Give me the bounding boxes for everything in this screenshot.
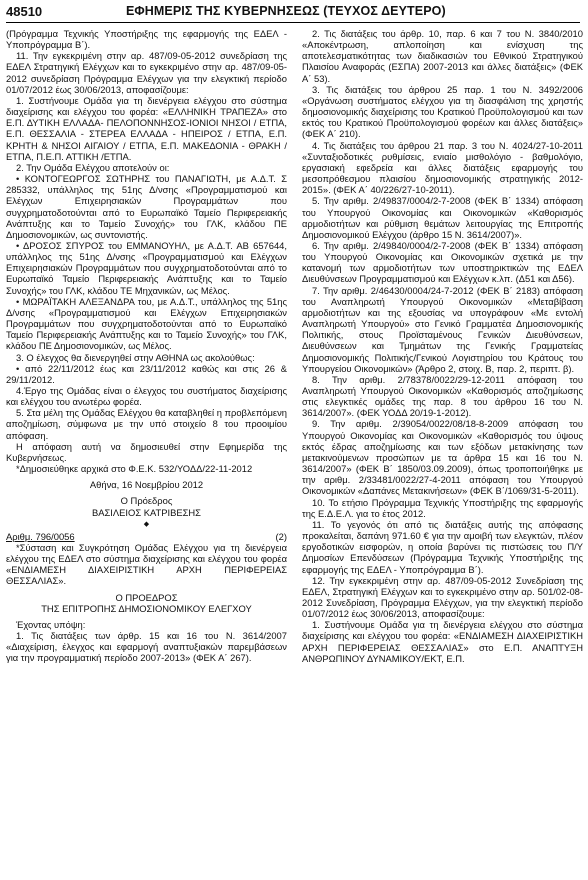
paragraph: • ΔΡΟΣΟΣ ΣΠΥΡΟΣ του ΕΜΜΑΝΟΥΗΛ, με Α.Δ.Τ. ΑΒ 657644, υπάλληλος της 51ης Δ/νσης «Προγραμματισμού και Ελέγχων Επιχειρησιακών Προγραμμάτων που συγχρηματοδοτούνται από το Ευρωπαϊκό Ταμείο Περιφερειακής Ανάπτυξης και το Ταμείο Συνοχής» του ΓΛΚ, κλάδου ΤΕ Μηχανικών, ως Μέλος. [6,239,287,296]
paragraph: 3. Τις διατάξεις του άρθρου 25 παρ. 1 του Ν. 3492/2006 «Οργάνωση συστήματος ελέγχου για τη διασφάλιση της χρηστής δημοσιονομικής διαχείρισης του Κρατικού Προϋπολογισμού και των εκτός του Κρατικού Προϋπολογισμού φορέων και άλλες διατάξεις» (ΦΕΚ Α΄ 210). [302,83,583,140]
having-regard: Έχοντας υπόψη: [16,618,86,630]
issuer-body: ΤΗΣ ΕΠΙΤΡΟΠΗΣ ΔΗΜΟΣΙΟΝΟΜΙΚΟΥ ΕΛΕΓΧΟΥ [41,602,252,614]
paragraph: 8. Την αριθμ. 2/78378/0022/29-12-2011 απόφαση του Αναπληρωτή Υπουργού Οικονομικών «Καθορισμός αποζημίωσης στις ελεγκτικές ομάδες της παρ. 8 του άρθρου 16 του Ν. 3614/2007». (ΦΕΚ ΥΟΔΔ 20/19-1-2012). [302,373,583,419]
paragraph: 3. Ο έλεγχος θα διενεργηθεί στην ΑΘΗΝΑ ως ακολούθως: [16,351,255,363]
publication-note: *Δημοσιεύθηκε αρχικά στο Φ.Ε.Κ. 532/ΥΟΔΔ/22-11-2012 [16,463,253,475]
paragraph: • από 22/11/2012 έως και 23/11/2012 καθώς και στις 26 & 29/11/2012. [6,362,287,385]
paragraph: 4.Έργο της Ομάδας είναι ο έλεγχος του συστήματος διαχείρισης και ελέγχου του ανωτέρω φορέα. [6,385,287,408]
right-column [302,28,583,664]
left-column [6,28,287,663]
paragraph: (Πρόγραμμα Τεχνικής Υποστήριξης της εφαρμογής της ΕΔΕΛ - Υποπρόγραμμα Β΄). [6,28,287,51]
paragraph: 11. Την εγκεκριμένη στην αρ. 487/09-05-2012 συνεδρίαση της ΕΔΕΛ Στρατηγική Ελέγχων και το εγκεκριμένο στην αρ. 487/09-05-2012 συνεδρίαση Πρόγραμμα Ελέγχων για την ελεγκτική περίοδο 01/07/2012 έως 30/06/2013, αποφασίζουμε: [6,50,287,95]
paragraph: • ΚΟΝΤΟΓΕΩΡΓΟΣ ΣΩΤΗΡΗΣ του ΠΑΝΑΓΙΩΤΗ, με Α.Δ.Τ. Σ 285332, υπάλληλος της 51ης Δ/νσης «Προγραμματισμού και Ελέγχων Επιχειρησιακών Προγραμμάτων που συγχρηματοδοτούνται από το Ευρωπαϊκό Ταμείο Περιφερειακής Ανάπτυξης και το Ταμείο Συνοχής» του ΓΛΚ, κλάδου ΠΕ Δημοσιονομικών, ως συντονιστής. [6,173,287,240]
paragraph: Η απόφαση αυτή να δημοσιευθεί στην Εφημερίδα της Κυβερνήσεως. [6,440,287,463]
issuer-title: Ο ΠΡΟΕΔΡΟΣ [115,591,178,603]
decree-number: Αριθμ. 796/0056 [6,530,75,542]
paragraph: 11. Το γεγονός ότι από τις διατάξεις αυτής της απόφασης προκαλείται, δαπάνη 971.60 € για την αμοιβή των ελεγκτών, πλέον εργοδοτικών εισφορών, η οποία βαρύνει τις πιστώσεις του Π/Υ Δημοσίων Επενδύσεων (Πρόγραμμα Τεχνικής Υποστήριξης της εφαρμογής της ΕΔΕΛ - Υποπρόγραμμα Β΄). [302,518,583,575]
signatory-title: Ο Πρόεδρος [120,495,173,507]
paragraph: 2. Τις διατάξεις του άρθρ. 10, παρ. 6 και 7 του Ν. 3840/2010 «Αποκέντρωση, απλοποίηση και ενίσχυση της αποτελεσματικότητας των διαδικασιών του Εθνικού Στρατηγικού Πλαισίου Αναφοράς (ΕΣΠΑ) 2007-2013 και άλλες διατάξεις» (ΦΕΚ Α΄ 53). [302,28,583,84]
paragraph: 2. Την Ομάδα Ελέγχου αποτελούν οι: [16,161,170,173]
section-separator: ◆ [143,520,150,528]
paragraph: • ΜΩΡΑΪΤΑΚΗ ΑΛΕΞΑΝΔΡΑ του, με Α.Δ.Τ., υπάλληλος της 51ης Δ/νσης «Προγραμματισμού και Ελέγχων Επιχειρησιακών Προγραμμάτων που συγχρηματοδοτούνται από το Ευρωπαϊκό Ταμείο Περιφερειακής Ανάπτυξης και το Ταμείο Συνοχής» του ΓΛΚ, κλάδου ΠΕ Δημοσιονομικών, ως Μέλος. [6,295,287,352]
paragraph: 10. Το ετήσιο Πρόγραμμα Τεχνικής Υποστήριξης της εφαρμογής της Ε.Δ.Ε.Λ. για το έτος 2012. [302,496,583,519]
page-number: 48510 [6,4,43,19]
paragraph: 5. Στα μέλη της Ομάδας Ελέγχου θα καταβληθεί η προβλεπόμενη αποζημίωση, σύμφωνα με την υπό στοιχείο 8 του προοιμίου απόφαση. [6,407,287,441]
paragraph: 6. Την αριθμ. 2/49840/0004/2-7-2008 (ΦΕΚ Β΄ 1334) απόφαση του Υπουργού Οικονομίας και Οικονομικών σχετικά με την κατανομή των αρμοδιοτήτων των υποστηρικτικών της ΕΔΕΛ Διευθύνσεων Προγραμματισμού και Ελέγχων κ.λπ. (Δ51 και Δ56). [302,239,583,285]
paragraph: 1. Τις διατάξεις των άρθρ. 15 και 16 του Ν. 3614/2007 «Διαχείριση, έλεγχος και εφαρμογή αναπτυξιακών παρεμβάσεων για την προγραμματική περίοδο 2007-2013» (ΦΕΚ Α΄ 267). [6,629,287,664]
signing-date: Αθήνα, 16 Νοεμβρίου 2012 [89,479,204,491]
paragraph: 1. Συστήνουμε Ομάδα για τη διενέργεια ελέγχου στο σύστημα διαχείρισης και ελέγχου του φορέα: «ΕΝΔΙΑΜΕΣΗ ΔΙΑΧΕΙΡΙΣΤΙΚΗ ΑΡΧΗ ΠΕΡΙΦΕΡΕΙΑΣ ΘΕΣΣΑΛΙΑΣ» στο Ε.Π. ΑΝΑΠΤΥΞΗ ΑΝΘΡΩΠΙΝΟΥ ΔΥΝΑΜΙΚΟΥ/ΕΚΤ, Ε.Π. [302,619,583,664]
decree-summary: *Σύσταση και Συγκρότηση Ομάδας Ελέγχου για τη διενέργεια ελέγχου της ΕΔΕΛ στο σύστημα διαχείρισης και ελέγχου του φορέα «ΕΝΔΙΑΜΕΣΗ ΔΙΑΧΕΙΡΙΣΤΙΚΗ ΑΡΧΗ ΠΕΡΙΦΕΡΕΙΑΣ ΘΕΣΣΑΛΙΑΣ». [6,541,287,587]
paragraph: 4. Τις διατάξεις του άρθρου 21 παρ. 3 του Ν. 4024/27-10-2011 «Συνταξιοδοτικές ρυθμίσεις, ενιαίο μισθολόγιο - βαθμολόγιο, εργασιακή εφεδρεία και άλλες διατάξεις εφαρμογής του μεσοπρόθεσμου πλαισίου δημοσιονομικής στρατηγικής 2012-2015». (ΦΕΚ Α΄ 40/226/27-10-2011). [302,139,583,196]
decree-heading [6,531,287,542]
page-header [6,4,580,23]
paragraph: 12. Την εγκεκριμένη στην αρ. 487/09-05-2012 Συνεδρίαση της ΕΔΕΛ, Στρατηγική Ελέγχων και το εγκεκριμένο στην αρ. 501/02-08-2012 Συνεδρίαση, Πρόγραμμα Ελέγχων, για την ελεγκτική περίοδο 01/07/2012 έως 30/06/2013, αποφασίζουμε: [302,574,583,620]
journal-title: ΕΦΗΜΕΡΙΣ ΤΗΣ ΚΥΒΕΡΝΗΣΕΩΣ (ΤΕΥΧΟΣ ΔΕΥΤΕΡΟ) [126,4,446,18]
signatory-name: ΒΑΣΙΛΕΙΟΣ ΚΑΤΡΙΒΕΣΗΣ [92,506,201,518]
paragraph: 9. Την αριθμ. 2/39054/0022/08/18-8-2009 απόφαση του Υπουργού Οικονομίας και Οικονομικών «Καθορισμός του ύψους εκτός έδρας αποζημίωσης και των εξόδων μετακίνησης των μετακινούμενων προσώπων με τα άρθρα 15 και 16 του Ν. 3614/2007» (ΦΕΚ Β΄ 1850/03.09.2009), όπως τροποποιήθηκε με την αριθμ. 2/33481/0022/27-4-2011 απόφαση του Υπουργού Οικονομικών «Δαπάνες Μετακινήσεων» (ΦΕΚ Β΄/1069/31-5-2011). [302,418,583,497]
paragraph: 1. Συστήνουμε Ομάδα για τη διενέργεια ελέγχου στο σύστημα διαχείρισης και ελέγχου του φορέα: «ΕΛΛΗΝΙΚΗ ΤΡΑΠΕΖΑ» στο Ε.Π. ΔΥΤΙΚΗ ΕΛΛΑΔΑ- ΠΕΛΟΠΟΝΝΗΣΟΣ-ΙΟΝΙΟΙ ΝΗΣΟΙ / ΕΤΠΑ, Ε.Π. ΘΕΣΣΑΛΙΑ - ΣΤΕΡΕΑ ΕΛΛΑΔΑ - ΗΠΕΙΡΟΣ / ΕΤΠΑ, Ε.Π. ΚΡΗΤΗ & ΝΗΣΟΙ ΑΙΓΑΙΟΥ / ΕΤΠΑ, Ε.Π. ΜΑΚΕΔΟΝΙΑ - ΘΡΑΚΗ / ΕΤΠΑ, Π.Ε.Π. ΑΤΤΙΚΗ /ΕΤΠΑ. [6,94,287,162]
decree-index: (2) [275,530,287,542]
paragraph: 5. Την αριθμ. 2/49837/0004/2-7-2008 (ΦΕΚ Β΄ 1334) απόφαση του Υπουργού Οικονομίας και Οικονομικών «Καθορισμός αρμοδιοτήτων και ρύθμιση θεμάτων λειτουργίας της Επιτροπής Δημοσιονομικού Ελέγχου (άρθρο 15 Ν. 3614/2007)». [302,195,583,240]
paragraph: 7. Την αριθμ. 2/46430/0004/24-7-2012 (ΦΕΚ Β΄ 2183) απόφαση του Αναπληρωτή Υπουργού Οικονομικών «Μεταβίβαση αρμοδιοτήτων και της εξουσίας να υπογράφουν «Με εντολή Αναπληρωτή Υπουργού» στο Γενικό Γραμματέα Δημοσιονομικής Πολιτικής, στους Προϊσταμένους Γενικών Διευθύνσεων, Διευθύνσεων και Τμημάτων της Γενικής Γραμματείας Δημοσιονομικής Πολιτικής/Γενικού Λογιστηρίου του Κράτους του Υπουργείου Οικονομικών» (Άρθρο 2, στοιχ. Β, παρ. 2, περιπτ. β). [302,284,583,374]
